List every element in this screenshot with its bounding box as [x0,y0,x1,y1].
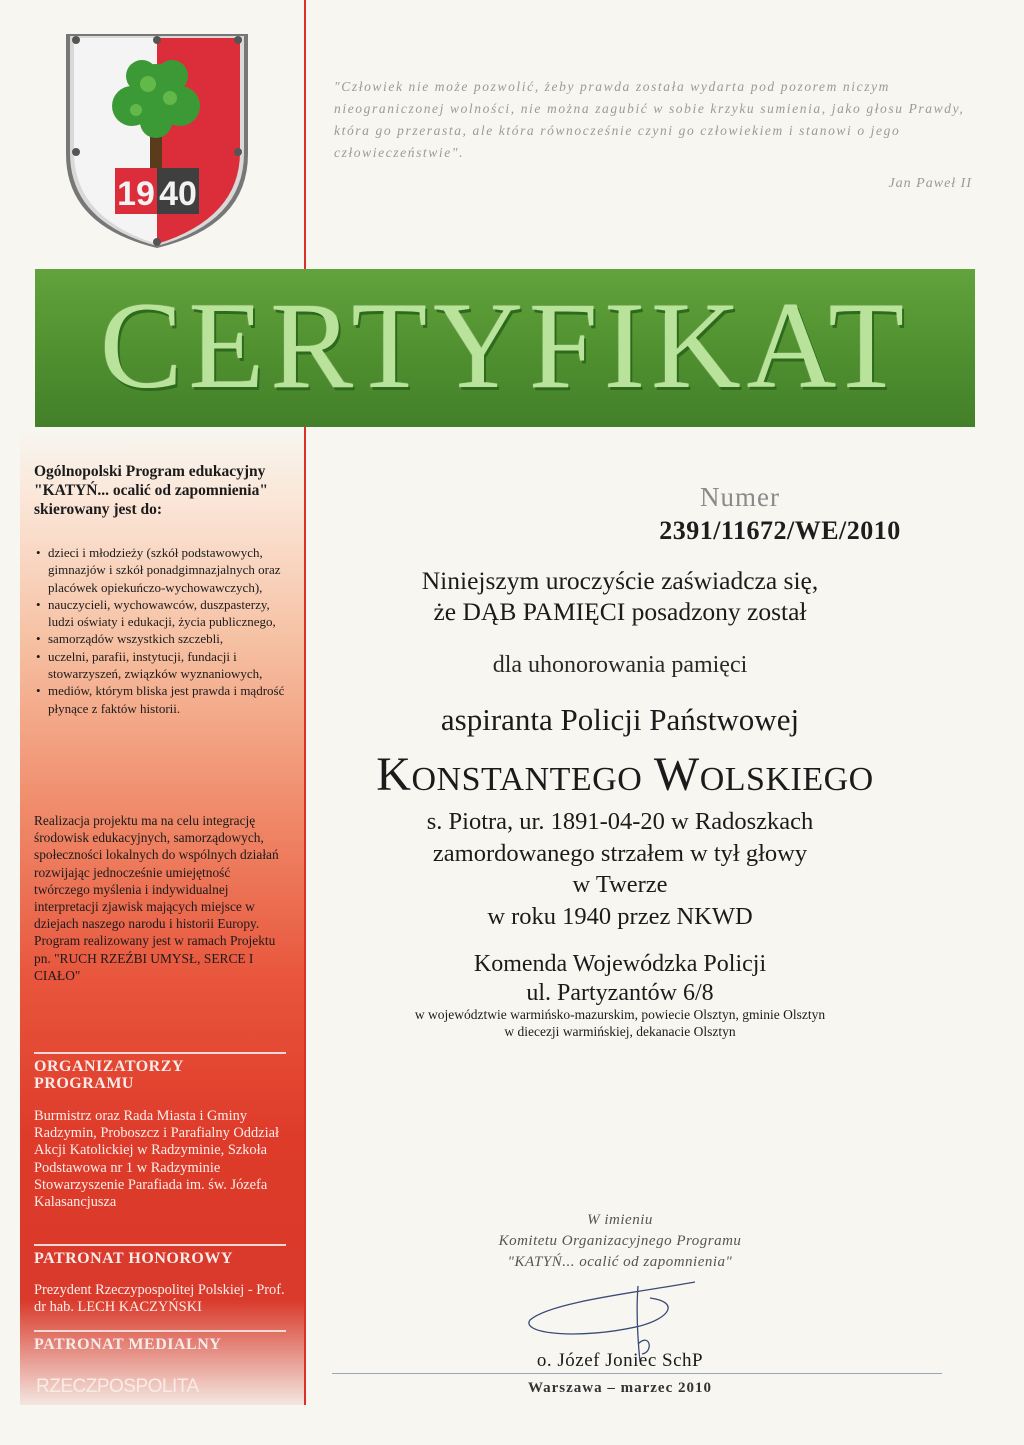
honorary-patronage-heading: PATRONAT HONOROWY [34,1244,286,1267]
location-line: w województwie warmińsko-mazurskim, powiecie Olsztyn, gminie Olsztyn [414,1007,826,1022]
honoree-bio [330,806,910,932]
institution-line: Komenda Wojewódzka Policji [473,951,767,977]
organizers-body: Burmistrz oraz Rada Miasta i Gminy Radzymin, Proboszcz i Parafialny Oddział Akcji Katolickiej w Radzyminie, Szkoła Podstawowa nr 1 w Radzyminie Stowarzyszenie Parafiada im. św. Józefa Kalasancjusza [34,1108,279,1211]
committee-line: W imieniu [587,1212,653,1228]
emblem-year-left: 19 [117,175,155,213]
location-details [330,1006,910,1040]
list-item: • mediów, którym bliska jest prawda i mądrość płynące z faktów historii. [34,682,286,717]
media-patronage-heading: PATRONAT MEDIALNY [34,1330,286,1353]
quote-text: "Człowiek nie może pozwolić, żeby prawda została wydarta pod pozorem niczym nieograniczonej wolności, nie można zagubić w sobie krzyku sumienia, jako głosu Prawdy, która go przerasta, ale która równocześnie czyni go człowiekiem i stanowi o jego człowieczeństwie". [334,79,965,160]
honor-line: dla uhonorowania pamięci [492,652,748,678]
rzeczpospolita-logo: RZECZPOSPOLITA [36,1376,199,1397]
certificate-title: CERTYFIKAT [99,277,911,414]
bio-line: w Twerze [572,871,668,898]
program-intro: Ogólnopolski Program edukacyjny "KATYŃ... ocalić od zapomnienia" skierowany jest do: [34,463,268,518]
list-item: • uczelni, parafii, instytucji, fundacji i stowarzyszeń, związków wyznaniowych, [34,648,286,683]
planter-institution [330,950,910,1008]
bio-line: zamordowanego strzałem w tył głowy [432,839,808,867]
signer-name: o. Józef Joniec SchP [536,1350,704,1371]
vertical-red-rule [304,0,306,1405]
project-description: Realizacja projektu ma na celu integrację środowisk edukacyjnych, samorządowych, społeczności lokalnych do wspólnych działań rozwijając jednocześnie umiejętność twórczego myślenia i indywidualnej interpretacji zjawisk mających miejsce w dziejach naszego narodu i historii Europy. Program realizowany jest w ramach Projektu pn. "RUCH RZEŹBI UMYSŁ, SERCE I CIAŁO" [34,813,279,983]
number-label: Numer [700,482,780,512]
list-item: • samorządów wszystkich szczebli, [34,630,286,647]
signature-rule [332,1373,942,1374]
place-and-date: Warszawa – marzec 2010 [527,1380,713,1396]
honoree-name: Konstantego Wolskiego [376,748,874,801]
statement-line: Niniejszym uroczyście zaświadcza się, [421,566,819,595]
bio-line: w roku 1940 przez NKWD [487,902,753,930]
committee-line: Komitetu Organizacyjnego Programu [498,1233,742,1249]
certificate-banner [35,269,975,427]
location-line: w diecezji warmińskiej, dekanacie Olsztyn [504,1024,736,1039]
statement-line: że DĄB PAMIĘCI posadzony został [433,597,807,626]
audience-list [34,544,286,717]
certification-statement [330,565,910,627]
quote-author: Jan Paweł II [888,176,972,191]
honorary-patronage-body: Prezydent Rzeczypospolitej Polskiej - Prof. dr hab. LECH KACZYŃSKI [34,1282,285,1316]
emblem-year-right: 40 [159,175,197,213]
list-item: • dzieci i młodzieży (szkół podstawowych, gimnazjów i szkół ponadgimnazjalnych oraz placówek opiekuńczo-wychowawczych), [34,544,286,596]
list-item: • nauczycieli, wychowawców, duszpasterzy, ludzi oświaty i edukacji, życia publicznego, [34,596,286,631]
certificate-number: 2391/11672/WE/2010 [659,516,901,545]
committee-line: "KATYŃ... ocalić od zapomnienia" [507,1254,733,1270]
katyn-emblem [62,32,252,250]
institution-line: ul. Partyzantów 6/8 [526,980,714,1006]
rank-line: aspiranta Policji Państwowej [440,702,800,737]
organizers-heading: ORGANIZATORZY PROGRAMU [34,1052,286,1092]
bio-line: s. Piotra, ur. 1891-04-20 w Radoszkach [426,808,814,835]
